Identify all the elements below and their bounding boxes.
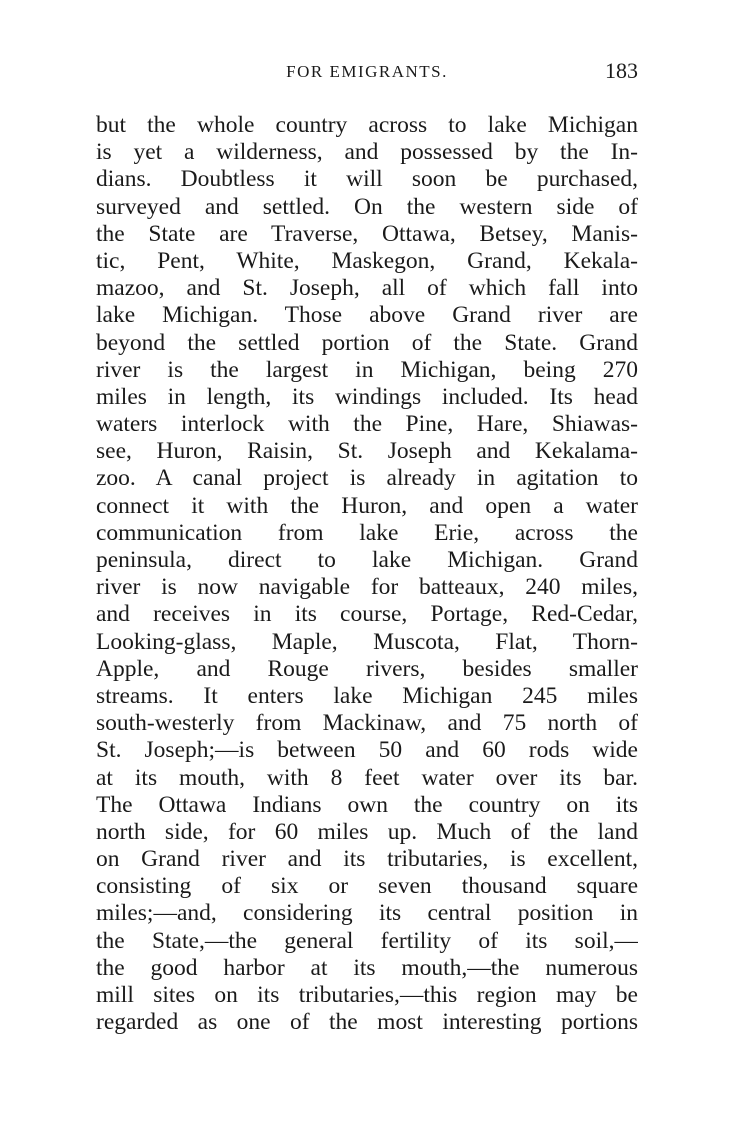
text-line: river is the largest in Michigan, being 270	[96, 356, 638, 383]
text-line: peninsula, direct to lake Michigan. Grand	[96, 547, 638, 573]
text-line: at its mouth, with 8 feet water over its bar.	[96, 764, 638, 791]
text-line: The Ottawa Indians own the country on its	[96, 791, 638, 818]
text-line: Looking-glass, Maple, Muscota, Flat, Thorn-	[96, 628, 638, 655]
text-line: but the whole country across to lake Michigan	[96, 112, 638, 138]
text-line: connect it with the Huron, and open a water	[96, 492, 638, 519]
text-line: regarded as one of the most interesting portions	[96, 1009, 638, 1036]
text-line: St. Joseph;—is between 50 and 60 rods wide	[96, 737, 638, 764]
text-line: lake Michigan. Those above Grand river are	[96, 302, 638, 329]
running-head	[96, 58, 638, 88]
text-line: is yet a wilderness, and possessed by the In-	[96, 139, 638, 166]
text-line: beyond the settled portion of the State. Grand	[96, 329, 638, 356]
text-line: river is now navigable for batteaux, 240 miles,	[96, 574, 638, 601]
body-text	[96, 112, 638, 1036]
text-line: mazoo, and St. Joseph, all of which fall into	[96, 275, 638, 302]
text-line: the good harbor at its mouth,—the numerous	[96, 954, 638, 981]
text-line: communication from lake Erie, across the	[96, 519, 638, 546]
text-line: and receives in its course, Portage, Red-Cedar,	[96, 601, 638, 628]
text-line: waters interlock with the Pine, Hare, Shiawas-	[96, 411, 638, 438]
page-number: 183	[605, 58, 638, 83]
text-line: consisting of six or seven thousand square	[96, 873, 638, 900]
text-line: miles in length, its windings included. Its head	[96, 383, 638, 410]
text-line: zoo. A canal project is already in agitation to	[96, 465, 638, 492]
text-line: the State are Traverse, Ottawa, Betsey, Manis-	[96, 220, 638, 247]
running-title: FOR EMIGRANTS.	[286, 62, 448, 81]
text-line: on Grand river and its tributaries, is excellent,	[96, 846, 638, 873]
text-line: Apple, and Rouge rivers, besides smaller	[96, 655, 638, 682]
text-line: surveyed and settled. On the western side of	[96, 193, 638, 220]
text-line: miles;—and, considering its central position in	[96, 900, 638, 927]
text-line: streams. It enters lake Michigan 245 miles	[96, 682, 638, 709]
text-line: the State,—the general fertility of its soil,—	[96, 927, 638, 954]
text-line: tic, Pent, White, Maskegon, Grand, Kekala-	[96, 247, 638, 274]
text-line: north side, for 60 miles up. Much of the land	[96, 818, 638, 845]
text-line: south-westerly from Mackinaw, and 75 north of	[96, 710, 638, 737]
text-line: mill sites on its tributaries,—this region may be	[96, 982, 638, 1008]
text-line: see, Huron, Raisin, St. Joseph and Kekalama-	[96, 438, 638, 465]
text-line: dians. Doubtless it will soon be purchased,	[96, 166, 638, 193]
